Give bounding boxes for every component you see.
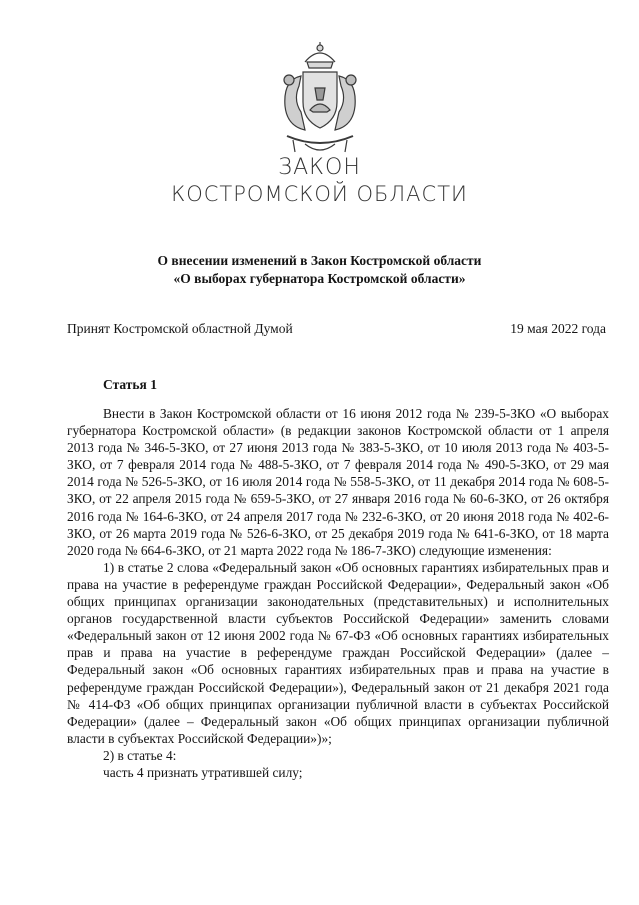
law-title: ЗАКОН bbox=[278, 155, 361, 180]
paragraph-item-2-detail: часть 4 признать утратившей силу; bbox=[103, 764, 303, 780]
article-heading: Статья 1 bbox=[103, 377, 157, 392]
article-body bbox=[67, 405, 609, 781]
coat-of-arms-icon bbox=[265, 40, 375, 158]
adoption-date: 19 мая 2022 года bbox=[510, 321, 606, 336]
paragraph-intro: Внести в Закон Костромской области от 16 июня 2012 года № 239-5-ЗКО «О выборах губернатора Костромской области» (в редакции законов Костромской области от 1 апреля 2013 года № 346-5-ЗКО, от 27 июня 2013 года № 383-5-ЗКО, от 10 июля 2013 года № 403-5-ЗКО, от 7 февраля 2014 года № 488-5-ЗКО, от 7 февраля 2014 года № 490-5-ЗКО, от 29 мая 2014 года № 526-5-ЗКО, от 16 июля 2014 года № 558-5-ЗКО, от 11 декабря 2014 года № 608-5-ЗКО, от 22 апреля 2015 года № 659-5-ЗКО, от 27 января 2016 года № 60-6-ЗКО, от 26 октября 2016 года № 164-6-ЗКО, от 24 апреля 2017 года № 232-6-ЗКО, от 20 июня 2018 года № 402-6-ЗКО, от 26 марта 2019 года № 526-6-ЗКО, от 25 декабря 2019 года № 641-6-ЗКО, от 18 марта 2020 года № 664-6-ЗКО, от 21 марта 2022 года № 186-7-ЗКО) следующие изменения: bbox=[67, 406, 609, 558]
paragraph-item-1: 1) в статье 2 слова «Федеральный закон «Об основных гарантиях избирательных прав и права на участие в референдуме граждан Российской Федерации», Федеральный закон «Об общих принципах организации законодательных (представительных) и исполнительных органов государственной власти субъектов Российской Федерации» заменить словами «Федеральный закон от 12 июня 2002 года № 67-ФЗ «Об основных гарантиях избирательных прав и права на участие в референдуме граждан Российской Федерации» (далее – Федеральный закон «Об основных гарантиях избирательных прав и права на участие в референдуме граждан Российской Федерации»), Федеральный закон от 21 декабря 2021 года № 414-ФЗ «Об общих принципах организации публичной власти в субъектах Российской Федерации» (далее – Федеральный закон «Об общих принципах организации публичной власти в субъектах Российской Федерации»)»; bbox=[67, 559, 609, 746]
law-subject-line-1: О внесении изменений в Закон Костромской области bbox=[157, 253, 482, 268]
law-subject-line-2: «О выборах губернатора Костромской области» bbox=[173, 271, 466, 286]
adopted-by: Принят Костромской областной Думой bbox=[67, 321, 293, 336]
paragraph-item-2: 2) в статье 4: bbox=[103, 747, 177, 763]
region-title: КОСТРОМСКОЙ ОБЛАСТИ bbox=[171, 182, 468, 206]
